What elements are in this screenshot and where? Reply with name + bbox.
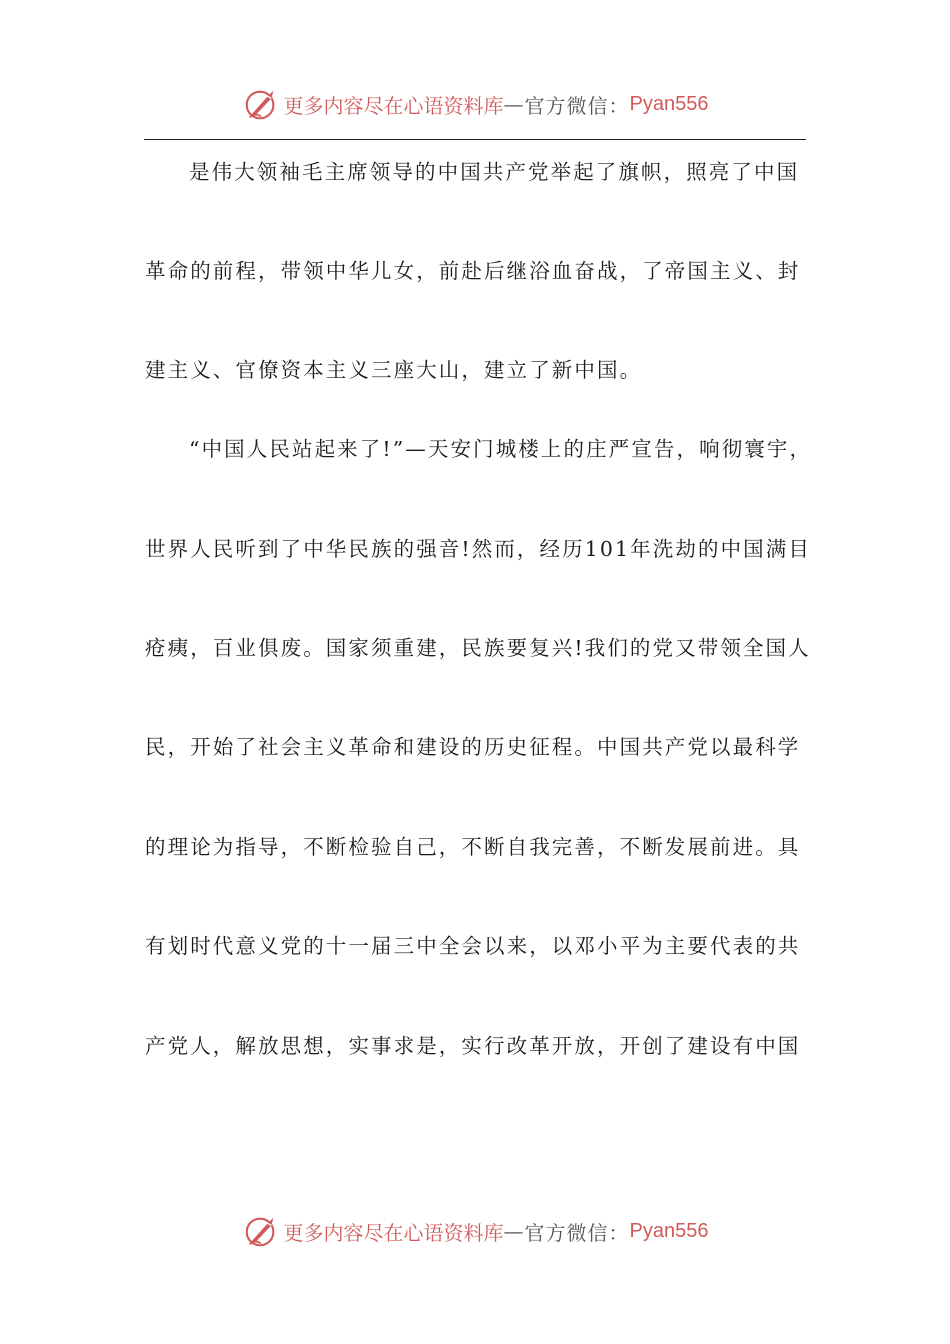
header-banner bbox=[0, 82, 950, 126]
header-dash: — bbox=[503, 92, 525, 116]
body-line-5: 世界人民听到了中华民族的强音!然而，经历101年洗劫的中国满目 bbox=[145, 537, 811, 561]
body-line-1: 是伟大领袖毛主席领导的中国共产党举起了旗帜，照亮了中国 bbox=[189, 160, 800, 184]
header-slogan: 更多内容尽在心语资料库 bbox=[283, 93, 504, 118]
footer-slogan: 更多内容尽在心语资料库 bbox=[283, 1220, 504, 1245]
pen-nib-logo-icon bbox=[242, 85, 280, 123]
footer-dash: — bbox=[503, 1219, 525, 1243]
body-line-7: 民，开始了社会主义革命和建设的历史征程。中国共产党以最科学 bbox=[145, 735, 801, 759]
footer-wechat-id: Pyan556 bbox=[629, 1219, 709, 1242]
body-line-2: 革命的前程，带领中华儿女，前赴后继浴血奋战，了帝国主义、封 bbox=[145, 259, 801, 283]
header-divider bbox=[144, 139, 806, 140]
body-line-6: 疮痍，百业俱废。国家须重建，民族要复兴!我们的党又带领全国人 bbox=[145, 636, 811, 660]
body-line-4: “中国人民站起来了!”—天安门城楼上的庄严宣告，响彻寰宇， bbox=[189, 437, 813, 461]
header-wechat-id: Pyan556 bbox=[629, 92, 709, 115]
body-line-8: 的理论为指导，不断检验自己，不断自我完善，不断发展前进。具 bbox=[145, 835, 801, 859]
body-line-10: 产党人，解放思想，实事求是，实行改革开放，开创了建设有中国 bbox=[145, 1034, 801, 1058]
body-line-3: 建主义、官僚资本主义三座大山，建立了新中国。 bbox=[145, 358, 643, 382]
footer-official-label: 官方微信： bbox=[524, 1220, 630, 1245]
footer-banner bbox=[0, 1209, 950, 1253]
body-line-9: 有划时代意义党的十一届三中全会以来，以邓小平为主要代表的共 bbox=[145, 934, 801, 958]
pen-nib-logo-icon bbox=[242, 1212, 280, 1250]
header-official-label: 官方微信： bbox=[524, 93, 630, 118]
